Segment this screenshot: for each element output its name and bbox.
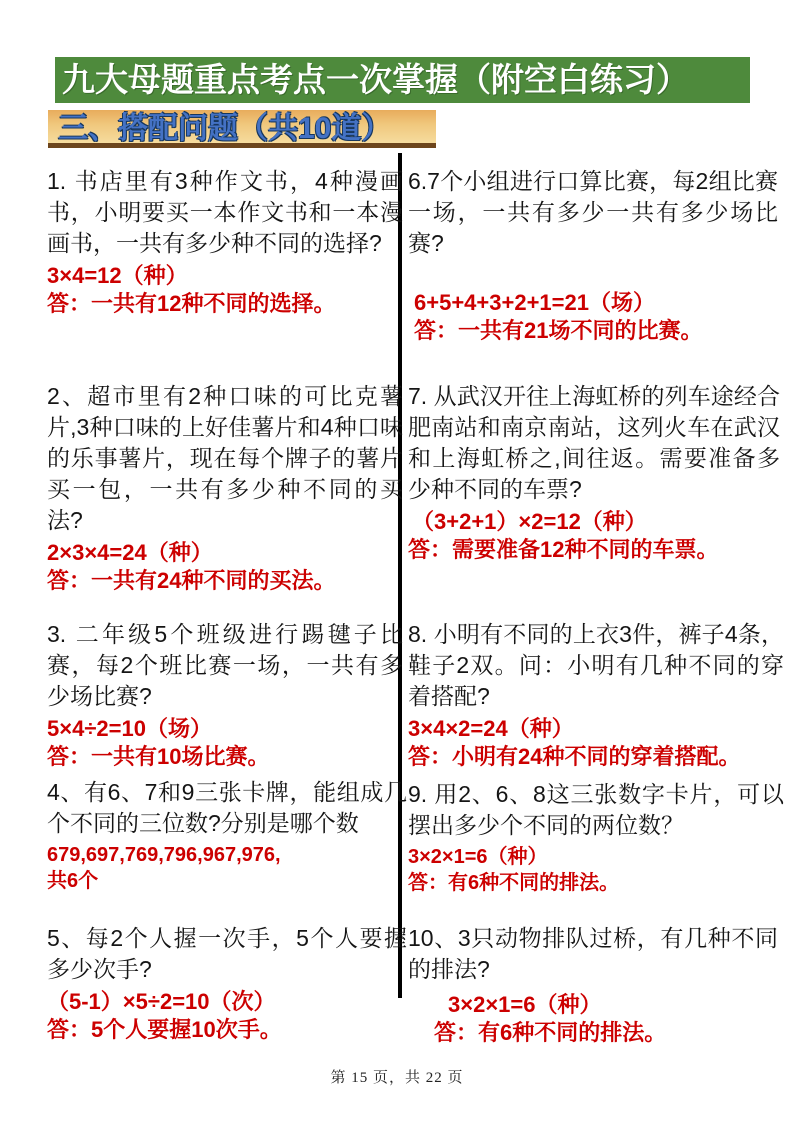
answer-formula: （3+2+1）×2=12（种） <box>412 509 647 534</box>
problem-2 <box>47 381 403 595</box>
answer-block <box>408 289 778 345</box>
answer-formula: 5×4÷2=10（场） <box>47 716 212 741</box>
answer-conclusion: 共6个 <box>47 870 99 892</box>
answer-conclusion: 答：一共有24种不同的买法。 <box>47 568 336 593</box>
question-text: 10、3只动物排队过桥，有几种不同的排法? <box>408 925 778 982</box>
problem-6 <box>408 166 778 345</box>
answer-block <box>408 991 778 1047</box>
question-text: 2、超市里有2种口味的可比克薯片,3种口味的上好佳薯片和4种口味的乐事薯片，现在每个牌子的薯片买一包，一共有多少种不同的买法? <box>47 383 403 533</box>
answer-formula: 3×4=12（种） <box>47 263 188 288</box>
section-header: 三、搭配问题（共10道） <box>48 110 436 148</box>
answer-formula: （5-1）×5÷2=10（次） <box>47 989 276 1014</box>
answer-block <box>408 715 784 771</box>
answer-formula: 679,697,769,796,967,976, <box>47 844 281 866</box>
answer-formula: 3×2×1=6（种） <box>408 846 548 868</box>
answer-conclusion: 答：一共有12种不同的选择。 <box>47 291 336 316</box>
question-text: 5、每2个人握一次手，5个人要握多少次手? <box>47 925 407 982</box>
answer-formula: 3×4×2=24（种） <box>408 716 574 741</box>
answer-block <box>47 539 403 595</box>
question-text: 7. 从武汉开往上海虹桥的列车途经合肥南站和南京南站，这列火车在武汉和上海虹桥之,间往返。需要准备多少种不同的车票? <box>408 383 780 502</box>
answer-conclusion: 答：5个人要握10次手。 <box>47 1017 282 1042</box>
question-text: 3. 二年级5个班级进行踢毽子比赛，每2个班比赛一场，一共有多少场比赛? <box>47 621 403 709</box>
problem-3 <box>47 619 403 771</box>
answer-block <box>408 844 784 896</box>
answer-block <box>47 715 403 771</box>
answer-conclusion: 答：有6种不同的排法。 <box>408 872 620 894</box>
question-text: 6.7个小组进行口算比赛，每2组比赛一场，一共有多少一共有多少场比赛? <box>408 168 778 256</box>
problem-8 <box>408 619 784 771</box>
answer-block <box>47 842 407 894</box>
question-text: 1. 书店里有3种作文书，4种漫画书，小明要买一本作文书和一本漫画书，一共有多少种不同的选择? <box>47 168 403 256</box>
answer-conclusion: 答：有6种不同的排法。 <box>434 1020 667 1045</box>
answer-conclusion: 答：小明有24种不同的穿着搭配。 <box>408 744 741 769</box>
answer-formula: 3×2×1=6（种） <box>448 992 602 1017</box>
problem-7 <box>408 381 780 564</box>
banner-title: 九大母题重点考点一次掌握（附空白练习） <box>55 57 750 103</box>
question-text: 8. 小明有不同的上衣3件，裤子4条，鞋子2双。问：小明有几种不同的穿着搭配? <box>408 621 784 709</box>
question-text: 4、有6、7和9三张卡牌，能组成几个不同的三位数?分别是哪个数 <box>47 779 407 836</box>
question-text: 9. 用2、6、8这三张数字卡片，可以摆出多少个不同的两位数？ <box>408 781 784 838</box>
problem-9 <box>408 779 784 896</box>
answer-conclusion: 答：一共有21场不同的比赛。 <box>414 318 703 343</box>
problem-4 <box>47 777 407 894</box>
answer-block <box>408 508 780 564</box>
answer-conclusion: 答：一共有10场比赛。 <box>47 744 270 769</box>
problem-5 <box>47 923 407 1044</box>
answer-block <box>47 988 407 1044</box>
answer-block <box>47 262 403 318</box>
problem-1 <box>47 166 403 318</box>
page-footer: 第 15 页，共 22 页 <box>330 1070 464 1086</box>
problem-10 <box>408 923 778 1047</box>
answer-conclusion: 答：需要准备12种不同的车票。 <box>408 537 719 562</box>
answer-formula: 2×3×4=24（种） <box>47 540 213 565</box>
answer-formula: 6+5+4+3+2+1=21（场） <box>414 290 655 315</box>
